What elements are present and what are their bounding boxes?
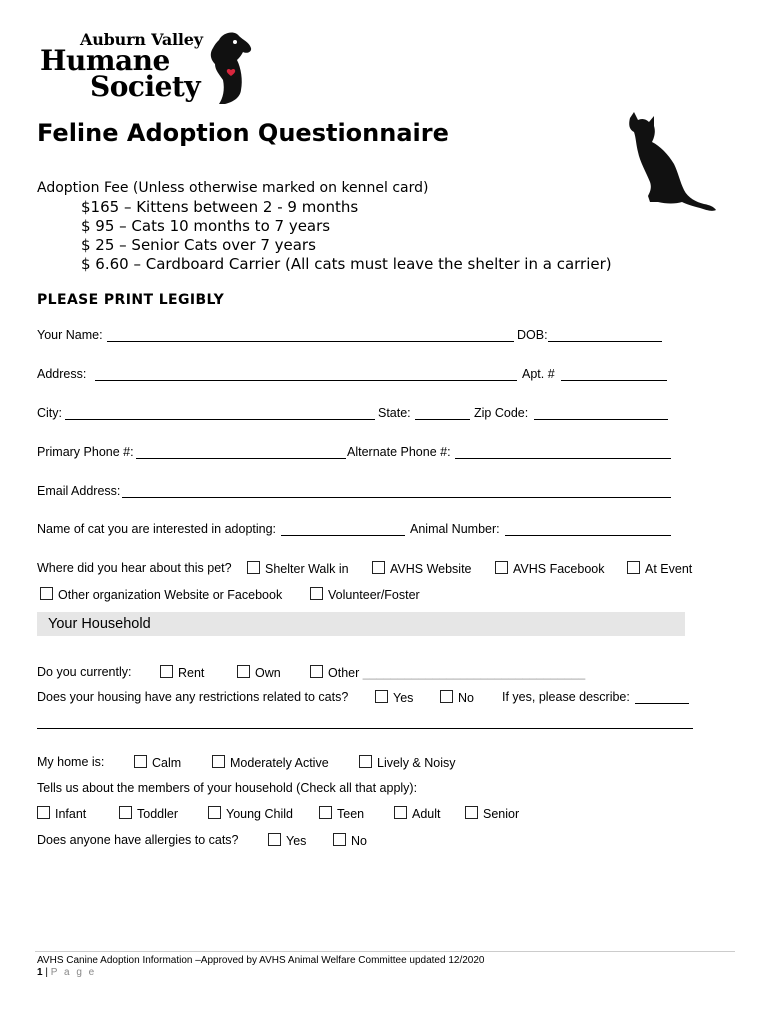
option-shelter-walk-in[interactable] — [247, 561, 349, 576]
section-title: Your Household — [48, 616, 151, 632]
option-label: Infant — [55, 807, 87, 821]
option-label: Other organization Website or Facebook — [58, 588, 283, 602]
home-question: My home is: — [37, 755, 105, 769]
checkbox[interactable] — [359, 755, 372, 768]
describe-label: If yes, please describe: — [502, 690, 630, 704]
city-label: City: — [37, 406, 62, 420]
checkbox[interactable] — [495, 561, 508, 574]
checkbox[interactable] — [40, 587, 53, 600]
option-label: Toddler — [137, 807, 178, 821]
animal-number-field[interactable] — [505, 535, 671, 536]
option-adult[interactable] — [394, 806, 441, 821]
checkbox[interactable] — [119, 806, 132, 819]
fee-line-kittens: $165 – Kittens between 2 - 9 months — [81, 198, 359, 216]
currently-question: Do you currently: — [37, 665, 132, 679]
option-infant[interactable] — [37, 806, 86, 821]
logo-text-line3: Society — [90, 70, 201, 103]
checkbox[interactable] — [247, 561, 260, 574]
page-title: Feline Adoption Questionnaire — [37, 119, 449, 147]
cat-silhouette-icon — [620, 110, 720, 215]
logo-text-line2: Humane — [40, 44, 170, 77]
your-name-label: Your Name: — [37, 328, 103, 342]
email-label: Email Address: — [37, 484, 121, 498]
dob-label: DOB: — [517, 328, 548, 342]
page-number — [37, 967, 96, 978]
checkbox[interactable] — [372, 561, 385, 574]
option-senior[interactable] — [465, 806, 519, 821]
option-label: Shelter Walk in — [265, 562, 349, 576]
state-label: State: — [378, 406, 411, 420]
checkbox[interactable] — [37, 806, 50, 819]
your-name-field[interactable] — [107, 341, 514, 342]
checkbox[interactable] — [375, 690, 388, 703]
address-field[interactable] — [95, 380, 517, 381]
option-lively-noisy[interactable] — [359, 755, 456, 770]
option-label: No — [458, 691, 474, 705]
option-restrictions-yes[interactable] — [375, 690, 413, 705]
option-allergies-yes[interactable] — [268, 833, 306, 848]
zip-field[interactable] — [534, 419, 668, 420]
option-label: Other — [328, 666, 360, 680]
option-rent[interactable] — [160, 665, 204, 680]
option-label: At Event — [645, 562, 693, 576]
animal-number-label: Animal Number: — [410, 522, 500, 536]
option-other[interactable] — [310, 665, 585, 680]
option-young-child[interactable] — [208, 806, 293, 821]
checkbox[interactable] — [310, 587, 323, 600]
option-allergies-no[interactable] — [333, 833, 367, 848]
checkbox[interactable] — [333, 833, 346, 846]
hear-about-question: Where did you hear about this pet? — [37, 561, 232, 575]
primary-phone-label: Primary Phone #: — [37, 445, 134, 459]
alternate-phone-label: Alternate Phone #: — [347, 445, 451, 459]
checkbox[interactable] — [465, 806, 478, 819]
option-label: Yes — [393, 691, 414, 705]
restrictions-question: Does your housing have any restrictions related to cats? — [37, 690, 349, 704]
fee-line-cats: $ 95 – Cats 10 months to 7 years — [81, 217, 331, 235]
address-label: Address: — [37, 367, 87, 381]
option-avhs-website[interactable] — [372, 561, 472, 576]
checkbox[interactable] — [134, 755, 147, 768]
dob-field[interactable] — [548, 341, 662, 342]
checkbox[interactable] — [160, 665, 173, 678]
option-label: Moderately Active — [230, 756, 329, 770]
other-blank: ________________________________ — [362, 666, 586, 680]
option-volunteer-foster[interactable] — [310, 587, 420, 602]
cat-name-label: Name of cat you are interested in adopting: — [37, 522, 277, 536]
adoption-fee-heading: Adoption Fee (Unless otherwise marked on kennel card) — [37, 180, 429, 196]
city-field[interactable] — [65, 419, 375, 420]
option-label: Rent — [178, 666, 205, 680]
option-label: Adult — [412, 807, 441, 821]
footer-note: AVHS Canine Adoption Information –Approved by AVHS Animal Welfare Committee updated 12/2020 — [37, 955, 485, 966]
apt-label: Apt. # — [522, 367, 555, 381]
email-field[interactable] — [122, 497, 671, 498]
checkbox[interactable] — [440, 690, 453, 703]
checkbox[interactable] — [319, 806, 332, 819]
print-legibly-notice: PLEASE PRINT LEGIBLY — [37, 292, 225, 308]
checkbox[interactable] — [310, 665, 323, 678]
option-restrictions-no[interactable] — [440, 690, 474, 705]
option-teen[interactable] — [319, 806, 364, 821]
option-label: Calm — [152, 756, 182, 770]
option-label: No — [351, 834, 367, 848]
primary-phone-field[interactable] — [136, 458, 346, 459]
fee-line-seniors: $ 25 – Senior Cats over 7 years — [81, 236, 316, 254]
describe-field[interactable] — [635, 703, 689, 704]
option-at-event[interactable] — [627, 561, 692, 576]
option-other-organization[interactable] — [40, 587, 282, 602]
option-label: Teen — [337, 807, 365, 821]
option-label: AVHS Facebook — [513, 562, 605, 576]
checkbox[interactable] — [394, 806, 407, 819]
members-question: Tells us about the members of your household (Check all that apply): — [37, 781, 418, 795]
page-number-value: 1 — [37, 967, 43, 978]
option-label: Own — [255, 666, 281, 680]
option-moderately-active[interactable] — [212, 755, 329, 770]
checkbox[interactable] — [268, 833, 281, 846]
dog-logo-icon — [205, 30, 255, 108]
apt-field[interactable] — [561, 380, 667, 381]
page-separator: | — [42, 967, 51, 978]
option-avhs-facebook[interactable] — [495, 561, 604, 576]
checkbox[interactable] — [237, 665, 250, 678]
logo-text-line1: Auburn Valley — [80, 30, 203, 49]
state-field[interactable] — [415, 419, 470, 420]
checkbox[interactable] — [212, 755, 225, 768]
option-label: Young Child — [226, 807, 293, 821]
option-calm[interactable] — [134, 755, 181, 770]
checkbox[interactable] — [208, 806, 221, 819]
describe-field-continued[interactable] — [37, 728, 693, 729]
fee-line-carrier: $ 6.60 – Cardboard Carrier (All cats must leave the shelter in a carrier) — [81, 255, 612, 273]
option-label: AVHS Website — [390, 562, 472, 576]
logo — [40, 30, 255, 110]
option-label: Yes — [286, 834, 307, 848]
page-word: P a g e — [50, 967, 97, 978]
option-label: Volunteer/Foster — [328, 588, 420, 602]
option-label: Lively & Noisy — [377, 756, 456, 770]
option-own[interactable] — [237, 665, 281, 680]
alternate-phone-field[interactable] — [455, 458, 671, 459]
checkbox[interactable] — [627, 561, 640, 574]
household-section-header — [37, 612, 685, 636]
allergies-question: Does anyone have allergies to cats? — [37, 833, 239, 847]
option-label: Senior — [483, 807, 520, 821]
zip-label: Zip Code: — [474, 406, 529, 420]
footer-divider — [35, 951, 735, 952]
cat-name-field[interactable] — [281, 535, 405, 536]
option-toddler[interactable] — [119, 806, 178, 821]
